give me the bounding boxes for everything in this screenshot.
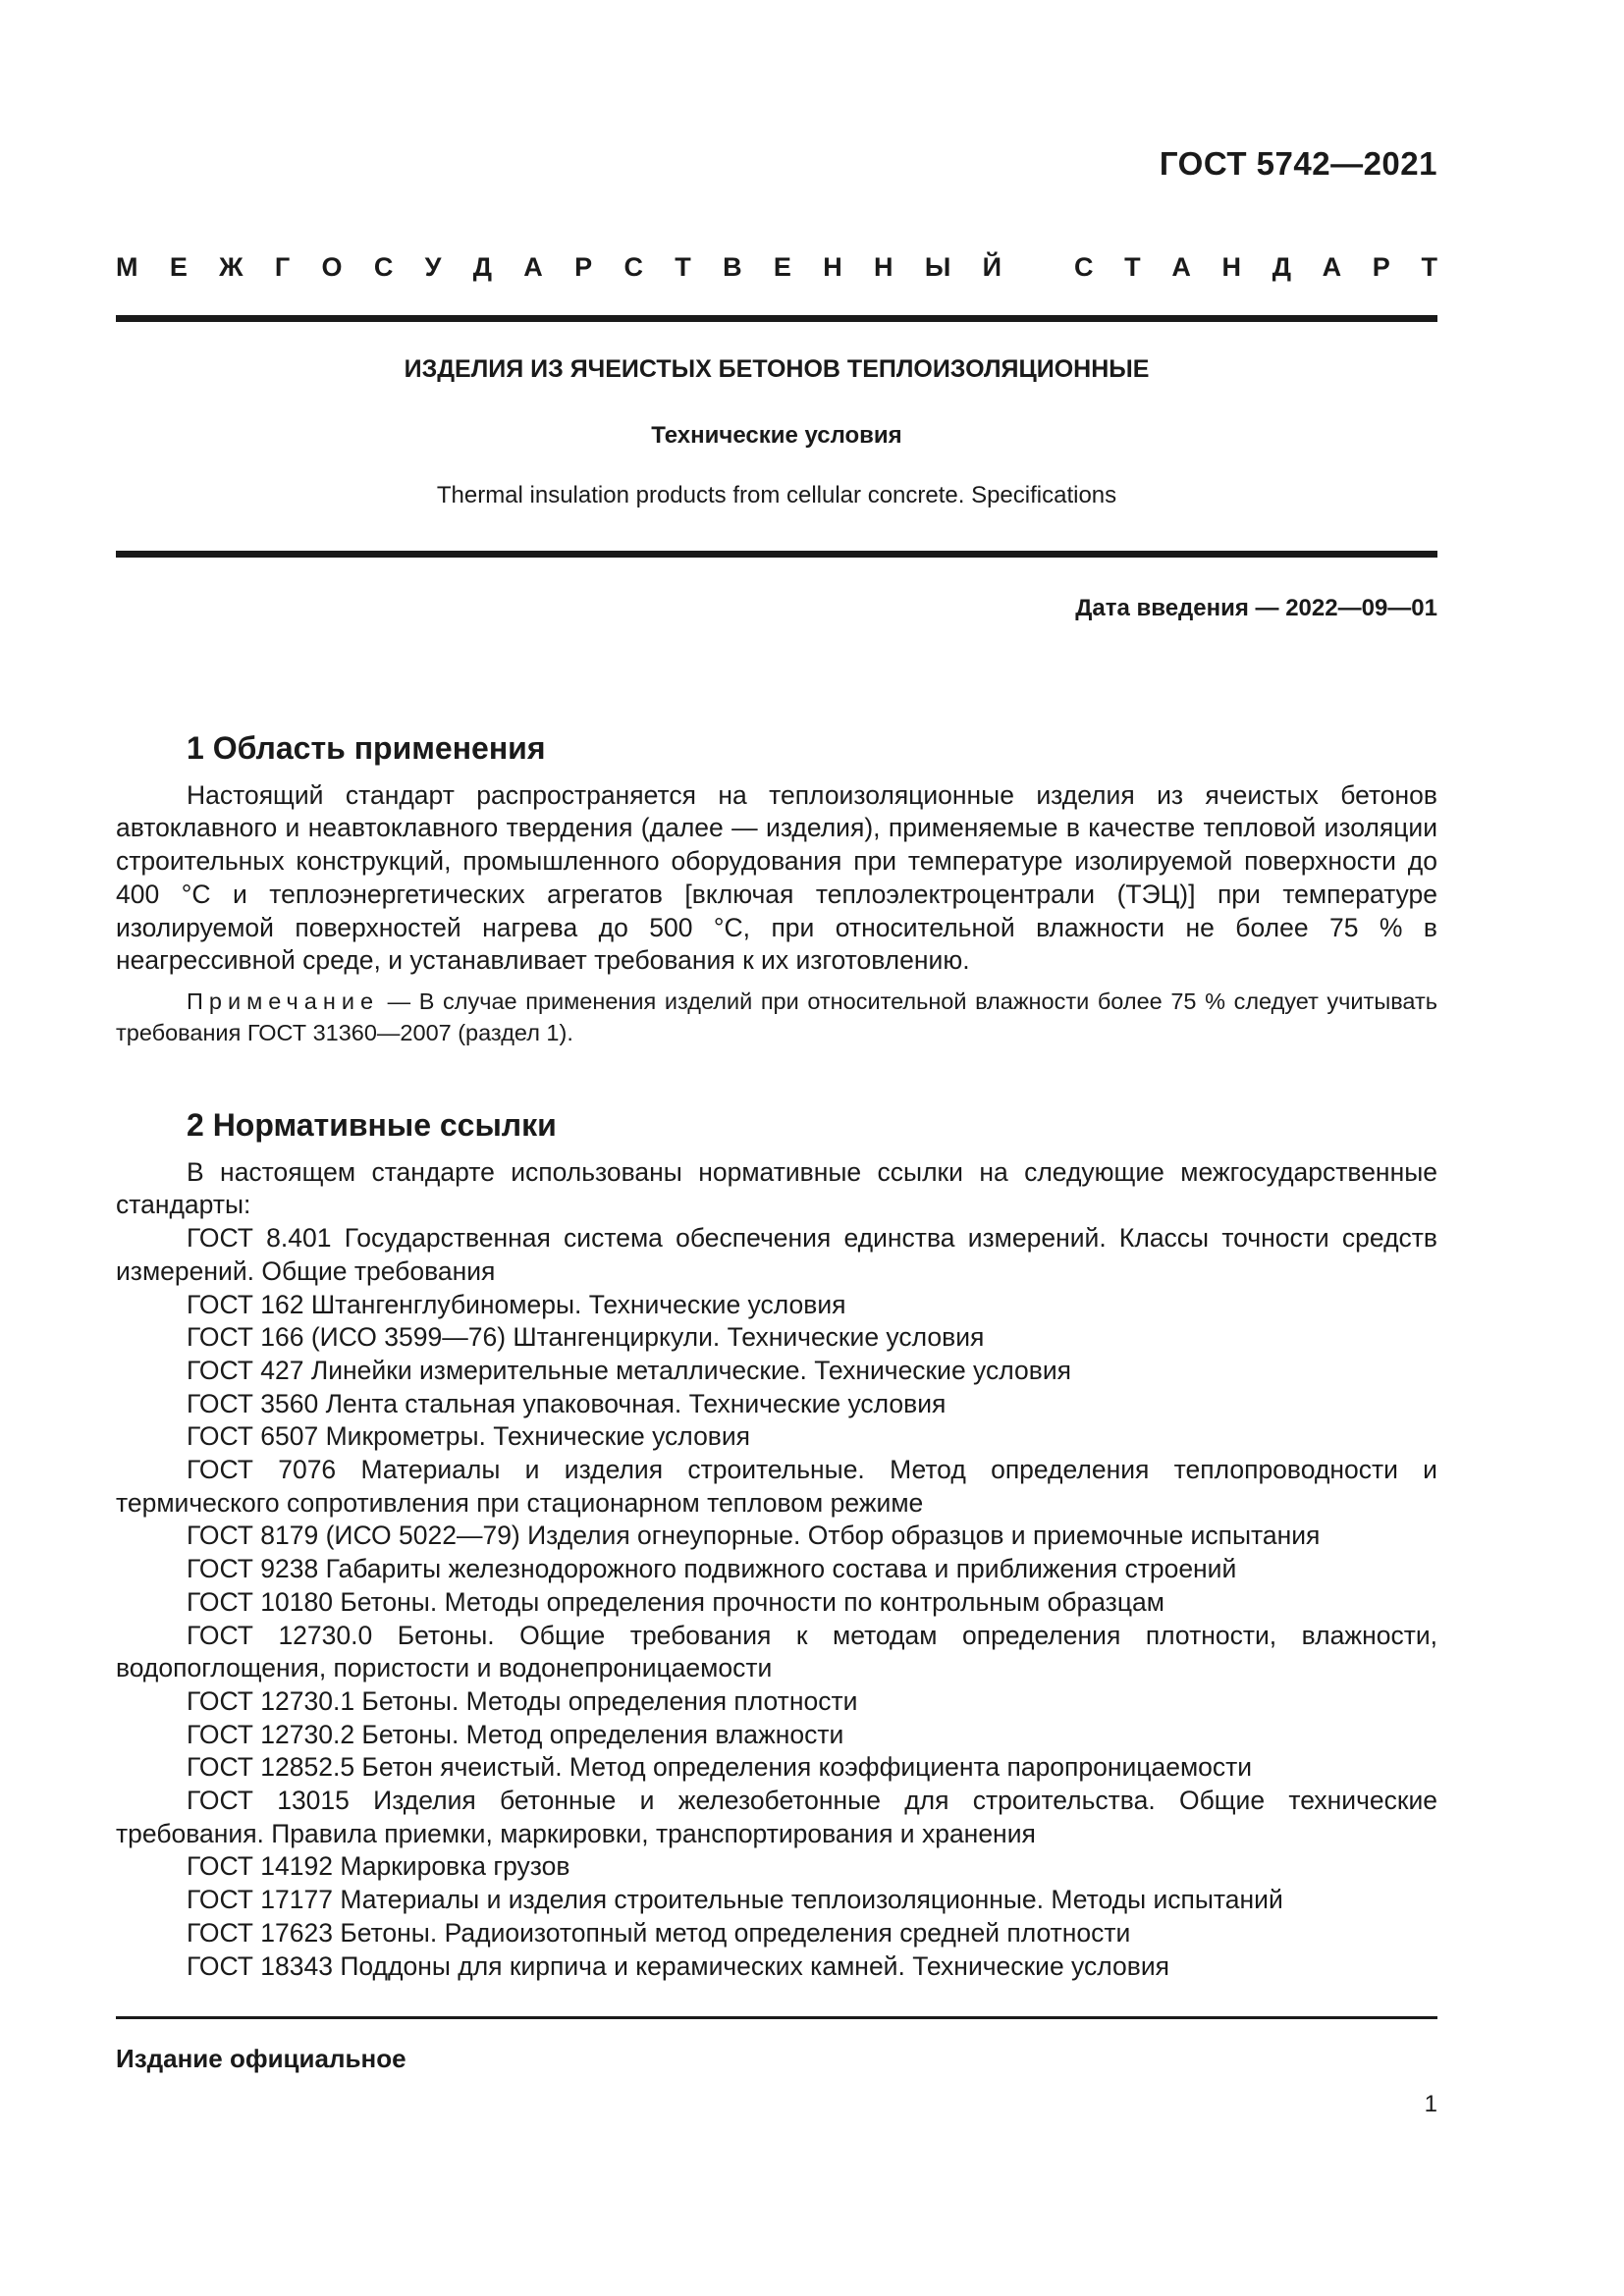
document-number: ГОСТ 5742—2021 bbox=[1159, 145, 1437, 182]
page-number: 1 bbox=[1424, 2091, 1437, 2117]
reference-item: ГОСТ 12730.0 Бетоны. Общие требования к методам определения плотности, влажности, водопоглощения, пористости и водонепроницаемости bbox=[116, 1620, 1437, 1683]
reference-item: ГОСТ 8179 (ИСО 5022—79) Изделия огнеупорные. Отбор образцов и приемочные испытания bbox=[187, 1521, 1321, 1551]
note-text: — В случае применения изделий при относительной влажности более 75 % следует учитывать требования ГОСТ 31360—2007 (раздел 1). bbox=[116, 988, 1437, 1045]
interstate-standard-heading bbox=[116, 252, 1437, 283]
reference-item: ГОСТ 9238 Габариты железнодорожного подвижного состава и приближения строений bbox=[187, 1554, 1237, 1584]
reference-item: ГОСТ 427 Линейки измерительные металлические. Технические условия bbox=[187, 1355, 1071, 1385]
reference-item: ГОСТ 7076 Материалы и изделия строительные. Метод определения теплопроводности и термического сопротивления при стационарном тепловом режиме bbox=[116, 1455, 1437, 1518]
reference-item: ГОСТ 13015 Изделия бетонные и железобетонные для строительства. Общие технические требования. Правила приемки, маркировки, транспортирования и хранения bbox=[116, 1786, 1437, 1848]
reference-item: ГОСТ 6507 Микрометры. Технические условия bbox=[187, 1421, 751, 1452]
footer-divider bbox=[116, 2016, 1437, 2019]
section-heading: 2 Нормативные ссылки bbox=[187, 1107, 557, 1143]
reference-item: ГОСТ 162 Штангенглубиномеры. Технические условия bbox=[187, 1289, 846, 1319]
introduction-date: Дата введения — 2022—09—01 bbox=[1075, 595, 1437, 621]
reference-item: ГОСТ 10180 Бетоны. Методы определения прочности по контрольным образцам bbox=[187, 1586, 1164, 1617]
reference-item: ГОСТ 12730.2 Бетоны. Метод определения влажности bbox=[187, 1719, 844, 1749]
standard-word: С Т А Н Д А Р Т bbox=[1074, 252, 1437, 282]
document-page bbox=[116, 0, 1437, 2296]
section-2 bbox=[116, 1109, 1437, 1983]
reference-item: ГОСТ 166 (ИСО 3599—76) Штангенциркули. Технические условия bbox=[187, 1322, 985, 1353]
english-title: Thermal insulation products from cellular concrete. Specifications bbox=[436, 482, 1117, 508]
reference-item: ГОСТ 8.401 Государственная система обеспечения единства измерений. Классы точности средств измерений. Общие требования bbox=[116, 1223, 1437, 1286]
document-subtitle: Технические условия bbox=[651, 422, 902, 449]
section-1 bbox=[116, 732, 1437, 1048]
interstate-word: М Е Ж Г О С У Д А Р С Т В Е Н Н Ы Й bbox=[116, 252, 1001, 282]
reference-item: ГОСТ 3560 Лента стальная упаковочная. Технические условия bbox=[187, 1388, 947, 1418]
document-title: ИЗДЕЛИЯ ИЗ ЯЧЕИСТЫХ БЕТОНОВ ТЕПЛОИЗОЛЯЦИОННЫЕ bbox=[404, 355, 1150, 383]
reference-item: ГОСТ 12852.5 Бетон ячеистый. Метод определения коэффициента паропроницаемости bbox=[187, 1752, 1253, 1783]
reference-item: ГОСТ 14192 Маркировка грузов bbox=[187, 1851, 570, 1882]
section-heading: 1 Область применения bbox=[187, 730, 546, 766]
reference-item: ГОСТ 18343 Поддоны для кирпича и керамических камней. Технические условия bbox=[187, 1950, 1169, 1981]
note-label: Примечание bbox=[187, 988, 380, 1014]
reference-item: ГОСТ 17623 Бетоны. Радиоизотопный метод определения средней плотности bbox=[187, 1917, 1131, 1948]
references-list bbox=[116, 1222, 1437, 1983]
reference-item: ГОСТ 17177 Материалы и изделия строительные теплоизоляционные. Методы испытаний bbox=[187, 1885, 1283, 1915]
scope-note bbox=[116, 986, 1437, 1048]
official-edition-label: Издание официальное bbox=[116, 2044, 406, 2073]
references-intro: В настоящем стандарте использованы нормативные ссылки на следующие межгосударственные стандарты: bbox=[116, 1156, 1437, 1220]
title-divider bbox=[116, 551, 1437, 558]
scope-paragraph: Настоящий стандарт распространяется на теплоизоляционные изделия из ячеистых бетонов автоклавного и неавтоклавного твердения (далее — изделия), применяемые в качестве тепловой изоляции строительных конструкций, промышленного оборудования при температуре изолируемой поверхности до 400 °С и теплоэнергетических агрегатов [включая теплоэлектроцентрали (ТЭЦ)] при температуре изолируемой поверхностей нагрева до 500 °С, при относительной влажности не более 75 % в неагрессивной среде, и устанавливает требования к их изготовлению. bbox=[116, 779, 1437, 976]
reference-item: ГОСТ 12730.1 Бетоны. Методы определения плотности bbox=[187, 1685, 858, 1716]
top-divider bbox=[116, 315, 1437, 322]
